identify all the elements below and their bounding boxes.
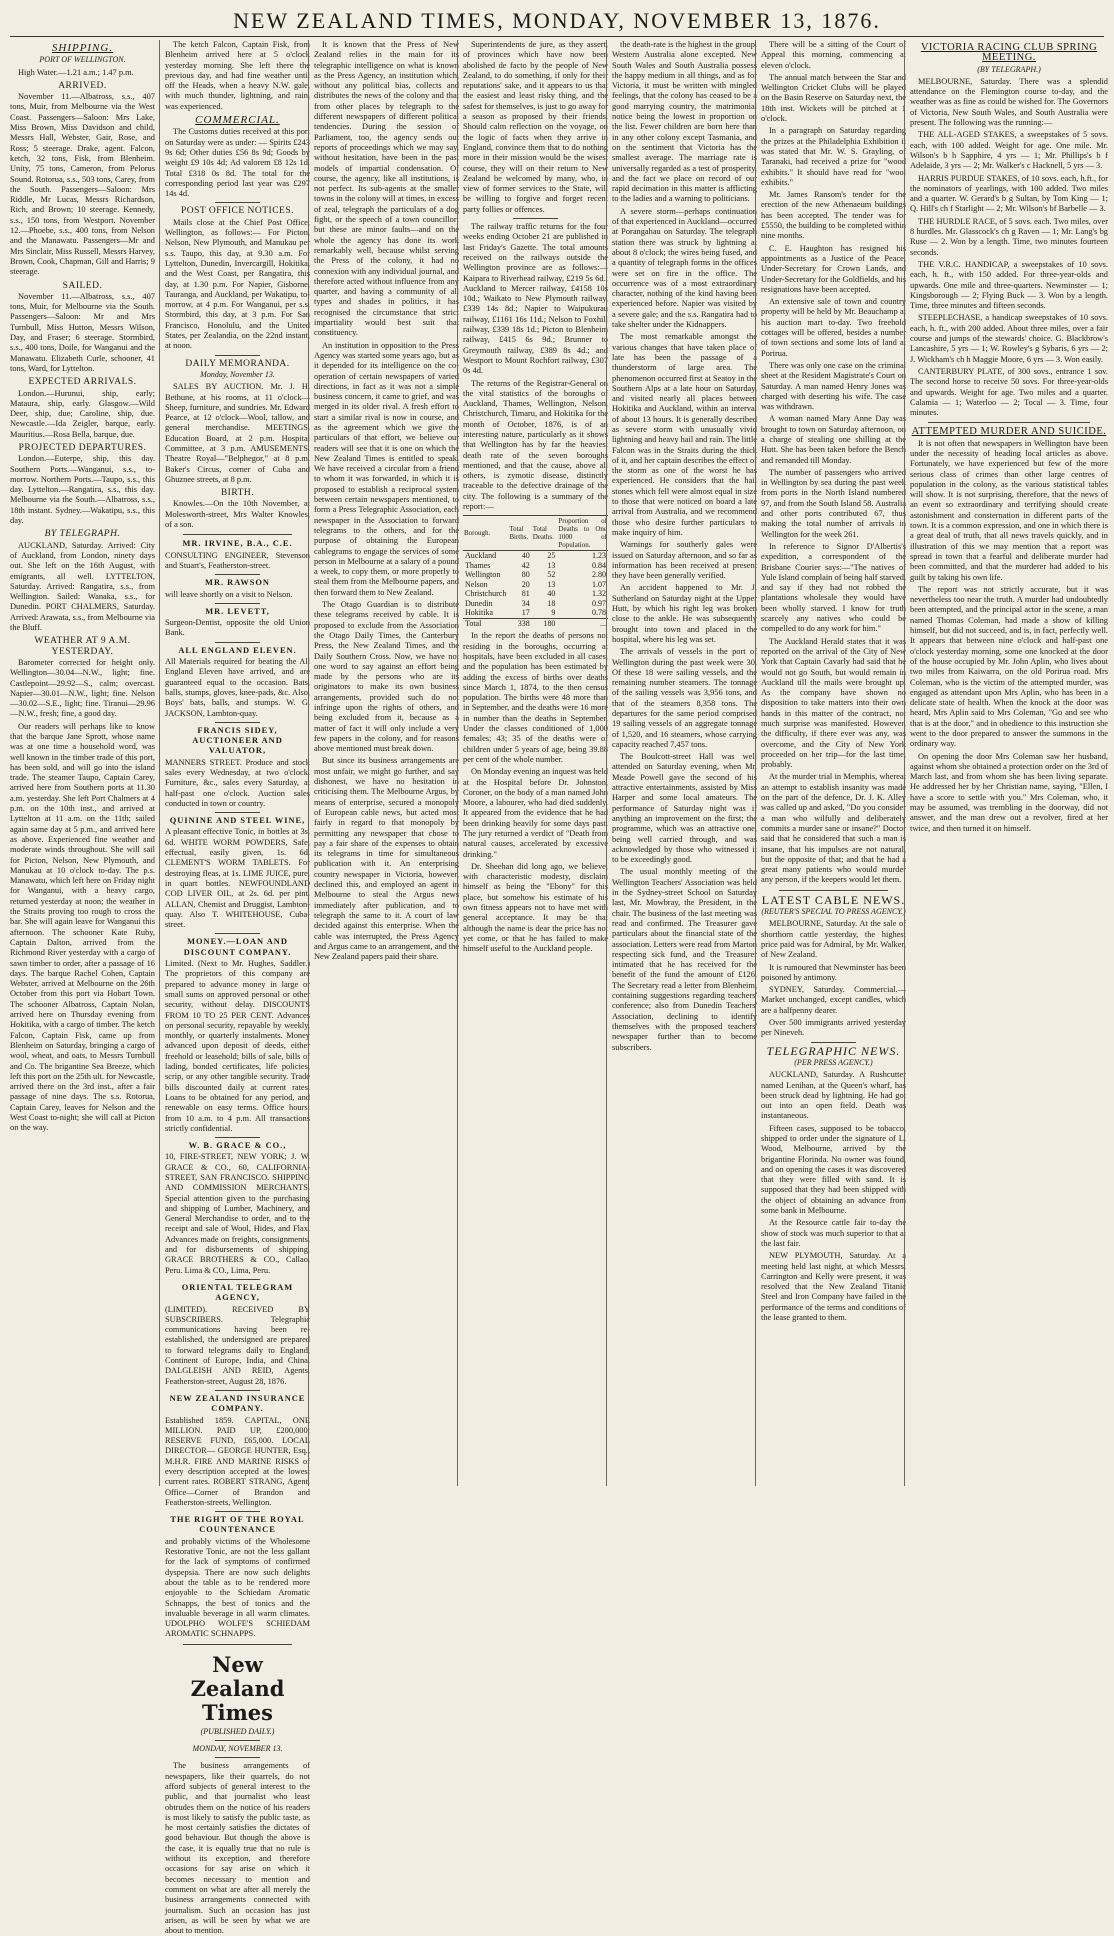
news-paragraph: The most remarkable amongst the various changes that have taken place of late has been the passage of a thunderstorm of large area. The phenomenon occurred first at Seatoy in the Southern Alps at a late hour on Saturday, and visited nearly all places between Hokitika and Auckland, within an interval of about 13 hours. It is generally described as severe storm with unusually vivid lightning and heavy hail and rain. The little Falcon was in the Straits during the thick of it, and her captain describes the effect of the storm as one of the worst he has experienced. He considers that the hail stones which fell were almost equal in size to those that were noticed on board a late arrival from Australia, and we recommend those who desire further particulars to make inquiry of him. (612, 332, 757, 537)
table-row (463, 570, 608, 580)
table-body (463, 551, 608, 629)
advertisement (165, 1283, 310, 1387)
table-header: Total Births. (508, 516, 531, 551)
advertisement-text: will leave shortly on a visit to Nelson. (165, 589, 293, 599)
advertisement-text: All Materials required for beating the All England Eleven have arrived, and are guaranteed equal to the occasion. Bats, balls, stumps, gloves, knee-pads, &c. Also, Boys' bats, balls, and stumps. W. G. JACKSON, Lambton-quay. (165, 657, 310, 718)
table-cell: 2.80 (592, 570, 606, 580)
divider (215, 202, 260, 203)
table-cell: ... (557, 618, 608, 628)
news-paragraph: The number of passengers who arrived in Wellington by sea during the past week from ports in the North Island numbered 97, and from the South Island 58. Australia and other ports contributed 67, thus making the total number of arrivals in Wellington for the week 261. (761, 467, 906, 539)
sailed-text: November 11.—Albatross, s.s., 407 tons, Muir, for Melbourne via the South. Passengers—Saloon: Mr and Mrs Turnbull, Miss Hutton, Messrs Wilson, Day, and Fraser; 6 steerage. Stormbird, s.s., 400 tons, Doile, for Wanganui and the Manawatu. Elizabeth Curle, schooner, 41 tons, Ward, for Lyttelton. (10, 291, 155, 373)
advertisement-heading: W. B. GRACE & CO., (188, 1141, 287, 1151)
news-paragraph: The railway traffic returns for the four weeks ending October 21 are published in last Friday's Gazette. The total amounts received on the railways outside the Wellington province are as follows:—Kaipara to Riverhead railway, £219 5s 6d.; Auckland to Mercer railway, £4158 10s 10d.; Waikato to New Plymouth railway, £339 14s 8d.; Napier to Waipukurau railway, £1161 16s 11d.; Nelson to Foxhill railway, £339 18s 1d.; Picton to Blenheim railway, £415 6s 9d.; Brunner to Greymouth railway, £389 8s 4d.; and Westport to Mount Rochfort railway, £307 0s 4d. (463, 222, 608, 376)
commercial-text: The Customs duties received at this port on Saturday were as under: — Spirits £243 9s 6d; Other duties £56 8s 9d; Goods by weight £9 10s 4d; Ad valorem £8 12s 1d. Total £318 0s 8d. The total for the corresponding period last year was £297 14s 4d. (165, 127, 310, 199)
table-cell: Wellington (465, 570, 501, 580)
high-water: High Water.—1.21 a.m.; 1.47 p.m. (18, 67, 134, 77)
birth-heading: BIRTH. (220, 488, 255, 499)
memo-text: SALES BY AUCTION. Mr. J. H. Bethune, at his rooms, at 11 o'clock—Sheep, furniture, and sundries. Mr. Edward Pearce, at 12 o'clock—Wool, tallow, and general merchandise. MEETINGS. Education Board, at 2 p.m. Hospital Committee, at 3 p.m. AMUSEMENTS. Theatre Royal—"Belphegor," at 8 p.m. Baker's Circus, corner of Cuba and Ghuznee streets, at 8 p.m. (165, 382, 310, 484)
news-paragraph: At the murder trial in Memphis, whereat an attempt to establish insanity was made on the part of the defence, Dr. J. K. Alley was called up and asked, "Do you consider a man who wilfully and deliberately commits a murder sane or insane?" Doctor said that he considered that such a man is insane, that his impulses are not natural, but the opposite of that; and that he had a great many patients who would murder any person, if the keepers would let them. (761, 772, 906, 885)
divider (779, 890, 888, 891)
advertisement-text: and probably victims of the Wholesome Restorative Tonic, are not the less gallant for the lack of symptoms of confirmed dyspepsia. There are now such delights about the table as to be rendered more enjoyable to the Schiedam Aromatic Schnapps, the best of tonics and the invaluable beverage in all warm climates. UDOLPHO WOLFE'S SCHIEDAM AROMATIC SCHNAPPS. (165, 1536, 310, 1639)
ship-notes: The ketch Falcon, Captain Fisk, from Blenheim arrived here at 5 o'clock yesterday morning. She left there the previous day, and had fine weather until off the Heads, when a heavy N.W. gale, with much thunder, lightning, and rain, was experienced. (165, 40, 310, 111)
table-cell: 13 (547, 579, 556, 589)
advertisement-text: CONSULTING ENGINEER, Stevenson and Stuart's, Featherston-street. (165, 550, 310, 570)
table-header: Borough. (463, 516, 508, 551)
projected-text: London.—Euterpe, ship, this day. Southern Ports.—Wanganui, s.s., to-morrow. Northern Ports.—Taupo, s.s., this day. Lyttelton.—Rangatira, s.s., this day. Melbourne via the South.—Albatross, s.s., 18th instant. Sydney.—Wakatipu, s.s., this day. (10, 454, 155, 526)
news-paragraph: In the report the deaths of persons not residing in the boroughs, occurring at hospitals, have been excluded in all cases, and the population has been estimated by adding the excess of births over deaths since March 1, 1874, to the then census population. The births were 48 more than in September, and the deaths were 16 more in number than the deaths in September. Under the classes conditioned of 1,000 females; 43; 35 of the deaths were of children under 5 years of age, being 39.88 per cent of the whole number. (463, 631, 608, 764)
expected-text: London.—Hurunui, ship, early; Mataura, ship, early. Glasgow.—Wild Deer, ship, due; Caroline, ship, due. Newcastle.—Ida Zeigler, barque, early. Mauritius.—Rosa Bella, barque, due. (10, 388, 155, 439)
birth-text: Knowles.—On the 10th November, at Molesworth-street, Mrs Walter Knowles, of a son. (165, 499, 310, 530)
race-paragraph: MELBOURNE, Saturday. There was a splendid attendance on the Flemington course to-day, and the weather was as fine as could be wished for. The Governors of Victoria, New South Wales, and South Australia were present. The following was the running:— (910, 76, 1108, 128)
sailed-heading: SAILED. (62, 280, 103, 291)
advertisement-heading: THE RIGHT OF THE ROYAL COUNTENANCE (170, 1515, 305, 1535)
news-paragraph: The annual match between the Star and Wellington Cricket Clubs will be played on the Basin Reserve on Saturday next, the 18th inst. Wickets will be pitched at 1 o'clock. (761, 72, 906, 124)
expected-heading: EXPECTED ARRIVALS. (28, 377, 137, 388)
table-cell: 0.97 (592, 598, 606, 608)
murder-paragraph: On opening the door Mrs Coleman saw her husband, against whom she obtained a protection order on the 3rd of March last, and from whom she has been living separate. He addressed her by her Christian name, saying, "Ellen, I have a score to settle with you." Mrs Coleman, who, it may be assumed, was trembling in the doorway, did not answer, and the man drew out a revolver, fired at her twice, and then turned it on himself. (910, 751, 1108, 833)
advertisement-heading: ORIENTAL TELEGRAM AGENCY, (181, 1282, 294, 1303)
news-paragraph: The arrivals of vessels in the port of Wellington during the past week were 30. Of these 18 were sailing vessels, and the remaining number steamers. The tonnage of the sailing vessels was 3,956 tons, and that of the steamers 8,358 tons. The departures for the same period comprised 19 sailing vessels of an aggregate tonnage of 1,520, and 16 steamers, whose carrying capacity reached 7,457 tons. (612, 647, 757, 749)
telegram-item: At the Resource cattle fair to-day the show of stock was much superior to that at the last fair. (761, 1218, 906, 1248)
advertisement-heading: MR. LEVETT, (205, 606, 270, 616)
news-paragraph: An accident happened to Mr. J. Sutherland on Saturday night at the Upper Hutt, by which his right leg was broken close to the ankle. He was subsequently brought into town and placed in the hospital, where his leg was set. (612, 583, 757, 644)
news-paragraph: The Boulcott-street Hall was well attended on Saturday evening, when Mr. Meade Powell gave the second of his attractive entertainments, assisted by Miss Harper and some local amateurs. The performance of Saturday night was if anything an improvement on the first; the programme, which was an attractive one, being well carried through, and was acknowledged by those who witnessed it to be exceedingly good. (612, 752, 757, 865)
divider (215, 1137, 260, 1138)
table-cell: 1.32 (592, 589, 606, 599)
column-1 (10, 40, 155, 1486)
shipping-heading: SHIPPING. (51, 42, 114, 54)
table-cell: Hokitika (465, 608, 493, 618)
divider (215, 1390, 260, 1391)
advertisement (165, 539, 310, 571)
column-7 (904, 40, 1108, 1486)
table-row (463, 608, 608, 618)
table-cell: Christchurch (465, 589, 507, 599)
divider (215, 574, 260, 575)
cable-item: MELBOURNE, Saturday. At the sale of shorthorn cattle yesterday, the highest price paid was for Admiral, by Mr. Walker, of New Zealand. (761, 919, 906, 960)
divider (811, 1042, 856, 1043)
advertisement-heading: MONEY.—LOAN AND DISCOUNT COMPANY. (183, 937, 292, 957)
newspaper-title: New Zealand Times (190, 1651, 285, 1725)
telegram-item: AUCKLAND, Saturday. A Rushcutter named Lenihan, at the Queen's wharf, has been struck dead by lightning. He had got out into an open field. Death was instantaneous. (761, 1070, 906, 1121)
telegraph-text: AUCKLAND, Saturday. Arrived: City of Auckland, from London, ninety days out. She left on the 16th August, with emigrants, all well. LYTTELTON, Saturday. Arrived: Rangatira, s.s., from Wellington. Sailed: Wanaka, s.s., for Dunedin. PORT CHALMERS, Saturday. Arrived: Arawata, s.s., from Melbourne via the Bluff. (10, 540, 155, 633)
weather-text: Barometer corrected for height only. Wellington—30.04—N.W., light; fine. Castlepoint—29.92—S., calm; overcast. Napier—30.01—N.W., light; fine. Nelson—30.02—S.E., light; fine. Tiranui—29.96—N.W., fresh; fine, a good day. (10, 657, 155, 719)
vital-statistics-table (463, 515, 608, 628)
table-cell: Dunedin (465, 598, 493, 608)
masthead-rule (10, 36, 1104, 37)
cable-item: SYDNEY, Saturday. Commercial.—Market unchanged, except candles, which are a halfpenny dearer. (761, 985, 906, 1015)
port-heading: PORT OF WELLINGTON. (39, 55, 126, 65)
race-paragraph: THE HURDLE RACE, of 5 sovs. each. Two miles, over 8 hurdles. Mr. Glasscock's ch g Raven — 1; Mr. Lang's bg Ruse — 2. Won by a length. Time, two minutes fourteen seconds. (910, 216, 1108, 257)
news-paragraph: There will be a sitting of the Court of Appeal this morning, commencing at eleven o'clock. (761, 40, 906, 70)
table-header: Total Deaths. (532, 516, 558, 551)
news-paragraph: Warnings for southerly gales were issued on Saturday afternoon, and so far as information has been received at present they have been generally verified. (612, 540, 757, 581)
telegraphic-news-subheading: (PER PRESS AGENCY.) (794, 1057, 873, 1067)
table-cell: 20 (521, 579, 530, 589)
advertisement-text: Established 1859. CAPITAL, ONE MILLION. PAID UP, £200,000; RESERVE FUND, £65,000. LOCAL DIRECTOR— GEORGE HUNTER, Esq., M.H.R. FIRE AND MARINE RISKS of every description accepted at the lowest current rates. ROBERT STRANG, Agent. Office—Corner of Brandon and Featherston-streets, Wellington. (165, 1415, 310, 1507)
advertisement-heading: QUININE AND STEEL WINE, (169, 816, 306, 826)
editorial-text: The business arrangements of newspapers, like their quarrels, do not afford subjects of general interest to the public, and that journalist who least obtrudes them on the notice of his readers is most likely to satisfy the public taste, as he most certainly satisfies the dictates of good behaviour. But though the above is the case, it is equally true that no rule is without its exception, and therefore occasions for say arise on which it becomes necessary to mention and comment on what are after all merely the business arrangements connected with journalism. Such an occasion has just arisen, as will be seen by what we are about to mention. (165, 1761, 310, 1936)
table-cell: 338 (508, 618, 531, 628)
projected-heading: PROJECTED DEPARTURES. (18, 442, 147, 453)
telegraph-heading: BY TELEGRAPH. (44, 529, 121, 540)
news-paragraph: Dr. Sheehan did long ago, we believe, with characteristic modesty, disclaim himself as being the "Ebony" for this place, but somehow his estimate of his own fitness appears not to have met with general acceptance. It may be that although the name is dear the price has not yet come, or that he has failed to make himself useful to the Auckland people. (463, 861, 608, 954)
cable-news-heading: LATEST CABLE NEWS. (761, 892, 906, 907)
table-cell: Nelson (465, 579, 488, 589)
arrived-text: November 11.—Albatross, s.s., 407 tons, Muir, from Melbourne via the West Coast. Passengers—Saloon: Mrs Lake, Miss Brown, Miss Davidson and child, Messrs Hall, Webster, Gair, Rose, and Ross; 5 steerage. Drake, agent. Falcon, ketch, 32 tons, Fisk, from Blenheim. Unity, 75 tons, Cameron, from Pelorus Sound. Rotorua, s.s., 503 tons, Carey, from the South. Passengers—Saloon: Mrs Riddle, Mr Lucas, Messrs Richardson, Rich, and Brown; 10 steerage. Kennedy, s.s., 150 tons, from Westport. November 12.—Phoebe, s.s., 400 tons, from Nelson and the Manawatu. Passengers—Mr and Mrs Sinclair, Miss Russell, Messrs Harvey, Brown, Cook, Chapman, Gill and Harris; 9 steerage. (10, 92, 155, 277)
race-paragraph: STEEPLECHASE, a handicap sweepstakes of 10 sovs. each, h. ft., with 200 added. About three miles, over a fair course and jumps of the stewards' choice. G. Blackbrow's Lancashire, 5 yrs — 1; W. Rowley's g Sybaris, 6 yrs — 2; J. Wickham's ch h Maggie Moore, 6 yrs — 3. Won easily. (910, 313, 1108, 364)
column-2 (159, 40, 310, 1936)
vrc-subheading: (BY TELEGRAPH.) (977, 64, 1041, 74)
table-cell: 25 (547, 551, 556, 561)
table-cell: 81 (521, 589, 530, 599)
table-row (463, 561, 608, 571)
table-row (463, 551, 608, 561)
post-text: Mails close at the Chief Post Office, Wellington, as follows:— For Picton, Nelson, New Plymouth, and Manukau per s.s. Taupo, this day, at 9.30 a.m. For Lyttelton, Dunedin, Invercargill, Hokitika, and the West Coast, per Rangatira, this day, at 1.30 p.m. For Napier, Gisborne, Tauranga, and Auckland, per Wakatipu, to-morrow, at 4 p.m. For Wanganui, per s.s. Stormbird, this day, at 3 p.m. For San Francisco, Honolulu, and the United States, per Zealandia, on the 22nd instant, at noon. (165, 217, 310, 351)
editorial-dateline: MONDAY, NOVEMBER 13. (192, 1744, 283, 1754)
shipping-notes: Our readers will perhaps like to know that the barque Jane Sprott, whose name was at one time a household word, was well known in the timber trade of this port, has been sold, and will go into the island trade. The steamer Taupo, Captain Carey, arrived here from Southern ports at 11.30 a.m. yesterday. She left Port Chalmers at 4 p.m. on the 10th inst., and arrived at Lyttelton at 11 a.m. on the 11th; sailed again same day at 5 p.m., and arrived here as above. Experienced fine weather and moderate winds throughout. She will sail for Picton, Nelson, New Plymouth, and Manukau at 10 o'clock to-day. The p.s. Manawatu, which left here on Friday night for Wanganui, with a heavy cargo, returned yesterday at noon; the weather in the Straits proving too rough to cross the bar. She will again leave for Wanganui this afternoon. The schooner Kate Ruby, Captain Dalton, arrived from the Richmond River yesterday with a cargo of sawn timber to order, after a passage of 16 days. The barque Rachel Cohen, Captain Webster, arrived at Melbourne on the 26th October from this port via Hobart Town. The schooner Albatross, Captain Nolan, arrived here on Thursday evening from Hokitika, with a cargo of timber. The ketch Falcon, Captain Fisk, came up from Blenheim on Saturday, bringing a cargo of wool, wheat, and oats, to Messrs Turnbull and Co. The brigantine Sea Breeze, which left this port on the 25th ult. for Newcastle, arrived there on the 3rd inst., after a fair passage of nine days. The s.s. Rotorua, Captain Carey, leaves for Nelson and the West Coast to-night; she will call at Picton on the way. (10, 721, 155, 1133)
advertisement-heading: ALL ENGLAND ELEVEN. (178, 645, 297, 655)
divider (215, 1740, 260, 1741)
divider (215, 933, 260, 934)
news-paragraph: An extensive sale of town and country property will be held by Mr. Beauchamp at his auction mart to-day. Two freehold cottages will be offered, besides a number of town sections and some lots of land at Porirua. (761, 297, 906, 358)
advertisement (165, 1394, 310, 1508)
vrc-heading: VICTORIA RACING CLUB SPRING MEETING. (920, 42, 1098, 64)
advertisement (165, 1515, 310, 1640)
table-cell: 0.84 (592, 560, 606, 570)
table-cell: Auckland (465, 551, 497, 561)
table-cell: 1.23 (592, 551, 606, 561)
editorial-paragraph: But since its business arrangements are most unfair, we might go further, and say dishonest, we have no hesitation in criticising them. The Melbourne Argus, by means of enterprise, secured a monopoly of European cable news, but acted most fairly in regard to that monopoly by permitting any newspaper that chose to pay a fair share of the expenses to obtain its telegrams in time for simultaneous publication with it. An enterprising country newspaper in Victoria, however, declined this, and employed an agent in Melbourne to steal the Argus news immediately after publication, and to telegraph the same to it. A court of law decided against this enterprise. When the cable was interrupted, the Press Agency and Argus came to an arrangement, and the New Zealand papers paid their share. (314, 756, 459, 962)
published-daily: (PUBLISHED DAILY.) (200, 1726, 275, 1736)
news-paragraph: The usual monthly meeting of the Wellington Teachers' Association was held in the Sydney-street School on Saturday last, Mr. Mowbray, the President, in the chair. The business of the last meeting was read and confirmed. The Treasurer gave particulars about the financial state of the association. Letters were read from Marton respecting sick fund, and the Treasurer intimated that he has received for the benefit of the fund the amount of £126. The Secretary read a letter from Blenheim, containing suggestions regarding teachers' conference; also from Dunedin Teachers' Association, declining to identify themselves with the proposed teachers' newspaper further than to become subscribers. (612, 867, 757, 1052)
table-cell: 80 (521, 570, 530, 580)
divider (215, 1279, 260, 1280)
arrived-heading: ARRIVED. (58, 80, 107, 91)
advertisement-text: 10, FIRE-STREET, NEW YORK; J. W. GRACE & CO., 60, CALIFORNIA-STREET, SAN FRANCISCO. SHIPPING AND COMMISSION MERCHANTS. Special attention given to the purchasing and shipping of Lumber, Machinery, and General Merchandise to order, and to the receipt and sale of Wool, Hides, and Flax. Advances made on freights, consignments, and for disbursements of shipping. GRACE BROTHERS & CO., Callao, Peru. Lima & CO., Lima, Peru. (165, 1152, 310, 1275)
race-paragraph: HARRIS PURDUE STAKES, of 10 sovs. each, h.ft., for the nominators of yearlings, with 100 added. Two miles and a quarter. W. Gerard's b g Sultan, by Tom King — 1; Q. Hill's ch f Starlight — 2; Mr. Wilson's bf Barbelle — 3. (910, 173, 1108, 214)
race-paragraph: CANTERBURY PLATE, of 300 sovs., entrance 1 sov. The second horse to receive 50 sovs. For three-year-olds and upwards. Weight for age. Two miles and a quarter. Calamia — 1; Waterloo — 2; Tocal — 3. Time, four minutes. (910, 366, 1108, 418)
divider (183, 534, 292, 535)
table-cell: 18 (547, 598, 556, 608)
commercial-heading: COMMERCIAL. (195, 114, 280, 127)
table-cell: Total (463, 618, 508, 628)
column-5 (606, 40, 757, 1486)
post-heading: POST OFFICE NOTICES. (180, 206, 295, 217)
news-paragraph: A severe storm—perhaps continuation of that experienced in Auckland—occurred at Porangahau on Saturday. The telegraph station there was struck by lightning at about 8 o'clock; the wires being fused, and a quantity of telegraph forms in the offices were set on fire in the office. The occurrence was of a most extraordinary character, nothing of the kind having been experienced before. Napier was visited by a severe gale; and the s.s. Rangatira had to take shelter under the Kidnappers. (612, 206, 757, 330)
news-paragraph: The Auckland Herald states that it was reported on the arrival of the City of New York that Captain Cavarly had said that he would not go South, but would remain in Auckland till the mails were brought up. As the company have shown no disposition to take matters into their own hands in this matter of the contract, not much surprise was manifested. However, the difficulty, if there ever was any, was overcome, and the City of New York proceeded on her trip—for the last time, probably. (761, 636, 906, 770)
advertisement-text: MANNERS STREET. Produce and stock sales every Wednesday, at two o'clock. Furniture, &c., sales every Saturday, at half-past one o'clock. Auction sales conducted in town or country. (165, 757, 310, 808)
advertisement (165, 646, 310, 719)
divider (215, 722, 260, 723)
memo-date: Monday, November 13. (200, 369, 275, 379)
table-cell: 40 (521, 551, 530, 561)
advertisement-text: A pleasant effective Tonic, in bottles at 3s. 6d. WHITE WORM POWDERS, Safe, effectual, easily given, 1s. 6d. CLEMENT'S WORM TABLETS. For destroying fleas, at 1s. LIME JUICE, pure, in quart bottles. NEWFOUNDLAND COD LIVER OIL, at 2s. 6d. per pint. ALLAN, Chemist and Druggist, Lambton-quay. Also T. WHITEHOUSE, Cuba-street. (165, 827, 310, 930)
advertisement-heading: MR. IRVINE, B.A., C.E. (182, 539, 293, 549)
advertisements (165, 539, 310, 1639)
table-cell: 9 (551, 608, 556, 618)
advertisement (165, 578, 310, 600)
telegram-item: NEW PLYMOUTH, Saturday. At a meeting held last night, at which Messrs. Carrington and Kelly were present, it was resolved that the New Zealand Titanic Steel and Iron Company have failed in the performance of the terms and conditions of the lease granted to them. (761, 1251, 906, 1323)
news-paragraph: Superintendents de jure, as they assert, of provinces which have now been abolished de facto by the people of New Zealand, to do something, if only for their reputations' sake, and it appears to us that the easiest and least risky thing, and the safest for themselves, is just to go away for a season as proposed by their friends. Should calm reflection on the voyage, on the logic of facts when they arrive in England, convince them that to do nothing more in their mission would be the wisest course, they will on their return to New Zealand be welcomed by many, who, in view of former services to the State, will be willing to forgive and forget recent party follies or offences. (463, 40, 608, 214)
table-cell: Thames (465, 560, 491, 570)
cable-item: Over 500 immigrants arrived yesterday per Nineveh. (761, 1018, 906, 1038)
column-4 (457, 40, 608, 1486)
divider (928, 422, 1090, 423)
news-paragraph: In a paragraph on Saturday regarding the prizes at the Philadelphia Exhibition it was stated that Mr. W. S. Grayling, of Taranaki, had received a prize for "wood exhibits." It should have read for "wool exhibits." (761, 126, 906, 187)
advertisement (165, 726, 310, 809)
local-news (761, 40, 906, 886)
divider (215, 1757, 260, 1758)
table-total-row (463, 618, 608, 628)
advertisement-text: Limited. (Next to Mr. Hughes, Saddler.) The proprietors of this company are prepared to advance money in large or small sums on approved personal or other security, without delay. DISCOUNTS FROM 10 TO 25 PER CENT. Advances on personal security, repayable by weekly, monthly, or quarterly instalments. Money advanced upon deposit of deeds, either freehold or leasehold; bills of sale, bills of lading, bonded certificates, life policies, scrip, or any other tangible security. Trade bills discounted daily at current rates. Loans to be obtained for any period, and renewable on easy terms. Office hours: from 10 a.m. to 4 p.m. All transactions strictly confidential. (165, 959, 310, 1133)
cable-news-subheading: (REUTER'S SPECIAL TO PRESS AGENCY.) (761, 907, 906, 917)
divider (183, 1644, 292, 1645)
cable-item: It is rumoured that Newminster has been poisoned by antimony. (761, 962, 906, 982)
advertisement-heading: FRANCIS SIDEY, AUCTIONEER AND VALUATOR, (192, 725, 283, 756)
table-cell: 13 (547, 560, 556, 570)
murder-paragraph: It is not often that newspapers in Wellington have been under the necessity of heading local articles as above. Fortunately, we have experienced but few of the more serious class of crimes than other large centres of population in the colony, as the various statistical tables will show. It is not surprising, therefore, that the news of an event so extraordinary and terrifying should create astonishment and consternation in different parts of the town. It is a common expression, and one in which there is a great deal of truth, that all news travels quickly, and in illustration of this we may mention that a report was spread in town that a fearful and deliberate murder had been committed, and that the murderer had added to his guilt by taking his own life. (910, 438, 1108, 582)
divider (215, 1511, 260, 1512)
advertisement (165, 1141, 310, 1276)
advertisement (165, 816, 310, 930)
table-cell: 1.07 (592, 579, 606, 589)
advertisement-text: (LIMITED). RECEIVED BY SUBSCRIBERS. Telegraphic communications having been re-established, the undersigned are prepared to forward telegrams daily to England, Continent of Europe, India, and China. DALGLEISH AND REID, Agents. Featherston-street, August 28, 1876. (165, 1304, 310, 1386)
table-row (463, 589, 608, 599)
divider (215, 642, 260, 643)
news-paragraph: C. E. Haughton has resigned his appointments as a Justice of the Peace, Under-Secretary for Crown Lands, and Under-Secretary for the Goldfields, and his resignations have been accepted. (761, 243, 906, 294)
table-cell: 0.78 (592, 608, 606, 618)
divider (215, 603, 260, 604)
race-paragraph: THE V.R.C. HANDICAP, a sweepstakes of 10 sovs. each, h. ft., with 150 added. For three-year-olds and upwards. One mile and three-quarters. Newminster — 1; Kingsborough — 2; Flying Buck — 3. Won by a length. Time, three minutes and fifteen seconds. (910, 259, 1108, 311)
advertisement (165, 607, 310, 639)
table-row (463, 599, 608, 609)
editorial-paragraph: The Otago Guardian is to distribute these telegrams received by cable. It is proposed to exclude from the Association the Otago Daily Times, the Canterbury Press, the New Zealand Times, and the Daily Southern Cross. Now, we have not one word to say against an effort being made by the persons who are its originators to make its own business arrangements, provided such do not infringe upon the rights of others, and being excluded from it, because as a matter of fact it will only include a very few papers in the colony, and for reasons above mentioned must break down. (314, 600, 459, 754)
race-paragraph: THE ALL-AGED STAKES, a sweepstakes of 5 sovs. each, with 100 added. Weight for age. One mile. Mr. Wilson's b h Sapphire, 4 yrs — 1; Mr. Phillips's b f Adelaide, 3 yrs — 2; Mr. Walker's c Hacknell, 5 yrs — 3. (910, 130, 1108, 171)
editorial-paragraph: An institution in opposition to the Press Agency was started some years ago, but as it depended for its intelligence on the co-operation of certain newspapers of varied directions, in fact as it was not a simple business concern, it came to grief, and was merged in its older rival. A fresh effort to start a similar rival is now in course, and as the agreement which we give the particulars of that effort, we believe our readers will see that it is one on which the New Zealand Times is entitled to speak. We have received a circular from a friend to whom it was forwarded, in which it is proposed to establish a reciprocal system between certain newspapers mentioned, to form a Press Telegraphic Association, each newspaper in the Association to forward telegrams to the others, and for the purpose of obtaining the European cablegrams to engage the services of some person in Melbourne at a salary of a pound a week, to copy them, or more properly to steal them from the Melbourne papers, and then forward them to New Zealand. (314, 340, 459, 597)
advertisement-heading: MR. RAWSON (205, 578, 270, 588)
divider (215, 355, 260, 356)
news-paragraph: A woman named Mary Anne Day was brought to town on Saturday afternoon, on a charge of stealing one shilling at the Hutt. She has been taken before the Bench and remanded till Monday. (761, 414, 906, 465)
weather-heading: WEATHER AT 9 A.M. YESTERDAY. (34, 636, 131, 657)
telegraphic-news-heading: TELEGRAPHIC NEWS. (766, 1043, 901, 1058)
table-header: Proportion of Deaths to One 1000 of Population. (558, 517, 607, 550)
telegram-item: Fifteen cases, supposed to be tobacco, shipped to order under the signature of L. Wood, Melbourne, arrived by the brigantine Florinda. No owner was found, and on opening the cases it was discovered that they were filled with sand. It is supposed that they had been shipped with the object of obtaining an advance from some bank in Melbourne. (761, 1123, 906, 1216)
murder-paragraph: The report was not strictly accurate, but it was nevertheless too near the truth. A murder had undoubtedly been attempted, and the principal actor in the scene, a man named Thomas Coleman, had made a show of killing himself, but did not succeed, and is, in fact, perfectly well. It appears that between nine o'clock and half-past one o'clock yesterday morning, some one knocked at the door of the house occupied by Mr. John Aplin, who lives about two miles from Kaiwarra, on the old Porirua road. Mrs Coleman, who is the victim of the attempted murder, was engaged as attendant upon Mrs Aplin, who has been in a delicate state of health. When the knock at the door was heard, Mrs Aplin said to Mrs Coleman, "Go and see who that is at the door," and in obedience to this instruction she went to the door prepared to answer the summons in the ordinary way. (910, 584, 1108, 749)
advertisement-heading: NEW ZEALAND INSURANCE COMPANY. (169, 1393, 306, 1414)
table-cell: 52 (547, 570, 556, 580)
news-paragraph: In reference to Signor D'Albertis's expedition, a correspondent of the Brisbane Courier says:—"The natives of Yule Island complain of being half starved, and say if they had not robbed the plantations wholesale they would have been wholly starved. I know for truth scarcely any natives who could be compelled to do any work for him." (761, 541, 906, 634)
table-cell: 17 (521, 608, 530, 618)
divider (513, 218, 558, 219)
editorial-paragraph: It is known that the Press of New Zealand relies in the main for its telegraphic intelligence on what is known as the Press Agency, an institution which, without any political bias, collects and distributes the news of the colony and that from other places by telegraph to the different newspapers of different political tendencies. During the session of Parliament, too, the agency sends out reports of proceedings which we may say, without hesitation, have been in the past models of impartial condensation. Of course, the agency, like all institutions, is not perfect. Its sub-agents at the smaller towns in the colony will at times, in excess of zeal, telegraph the particulars of a dog fight, or the speech of a town councillor; but these are minor faults—and on the whole the agency has done its work remarkably well, because whilst serving the Press of the colony, it had no connexion with any individual journal, and therefore acted without influence from any quarter, and having a community of all types and shades in politics, it has recognised the circumstance that strict impartiality would best suit that constituency. (314, 40, 459, 338)
news-paragraph: Mr. James Ransom's tender for the erection of the new Athenaeum buildings has been accepted. The tender was for £5550, the building to be completed within nine months. (761, 190, 906, 241)
table-cell: 180 (532, 618, 558, 628)
news-paragraph: the death-rate is the highest in the group. Western Australia alone excepted. New South Wales and South Australia possess the happy medium in all things, and as for Victoria, it must be written with mingled feelings, that the colony has ceased to be a good marrying country, the matrimonial notice being the lowest in proportion on the list. Fewer children are born here than in any other colony except Tasmania, and on the sentiment that Victoria has the smallest average. The marriage rate is universally regarded as a test of prosperity, and the fact we place on record of our rapid decimation in this matter is afflicting to the ladies and a warning to politicians. (612, 40, 757, 204)
table-cell: 34 (521, 598, 530, 608)
masthead: NEW ZEALAND TIMES, MONDAY, NOVEMBER 13, 1876. (233, 8, 881, 33)
divider (215, 812, 260, 813)
advertisement-text: Surgeon-Dentist, opposite the old Union Bank. (165, 618, 310, 638)
news-paragraph: There was only one case on the criminal sheet at the Resident Magistrate's Court on Saturday. A man named Henry Jones was charged with deserting his wife. The case was withdrawn. (761, 360, 906, 412)
news-paragraph: The returns of the Registrar-General on the vital statistics of the boroughs of Auckland, Thames, Wellington, Nelson, Christchurch, Timaru, and Hokitika for the month of October, 1876, is of an interesting nature, particularly as it shows that Wellington has by far the heaviest death rate of the seven boroughs mentioned, and that the cause, above all others, is zymotic disease, distinctly traceable to the defective drainage of the city. The following is a summary of the report:— (463, 378, 608, 512)
murder-heading: ATTEMPTED MURDER AND SUICIDE. (911, 426, 1107, 438)
advertisement (165, 937, 310, 1134)
column-3 (308, 40, 459, 1486)
news-paragraph: On Monday evening an inquest was held at the Hospital before Dr. Johnston, Coroner, on the body of a man named John Moore, a labourer, who had died suddenly. It appeared from the evidence that he had been drinking heavily for some days past. The jury returned a verdict of "Death from natural causes, accelerated by excessive drinking." (463, 767, 608, 859)
table-cell: 42 (521, 560, 530, 570)
memo-heading: DAILY MEMORANDA. (185, 358, 290, 369)
column-6 (755, 40, 906, 1486)
table-cell: 40 (547, 589, 556, 599)
table-row (463, 580, 608, 590)
